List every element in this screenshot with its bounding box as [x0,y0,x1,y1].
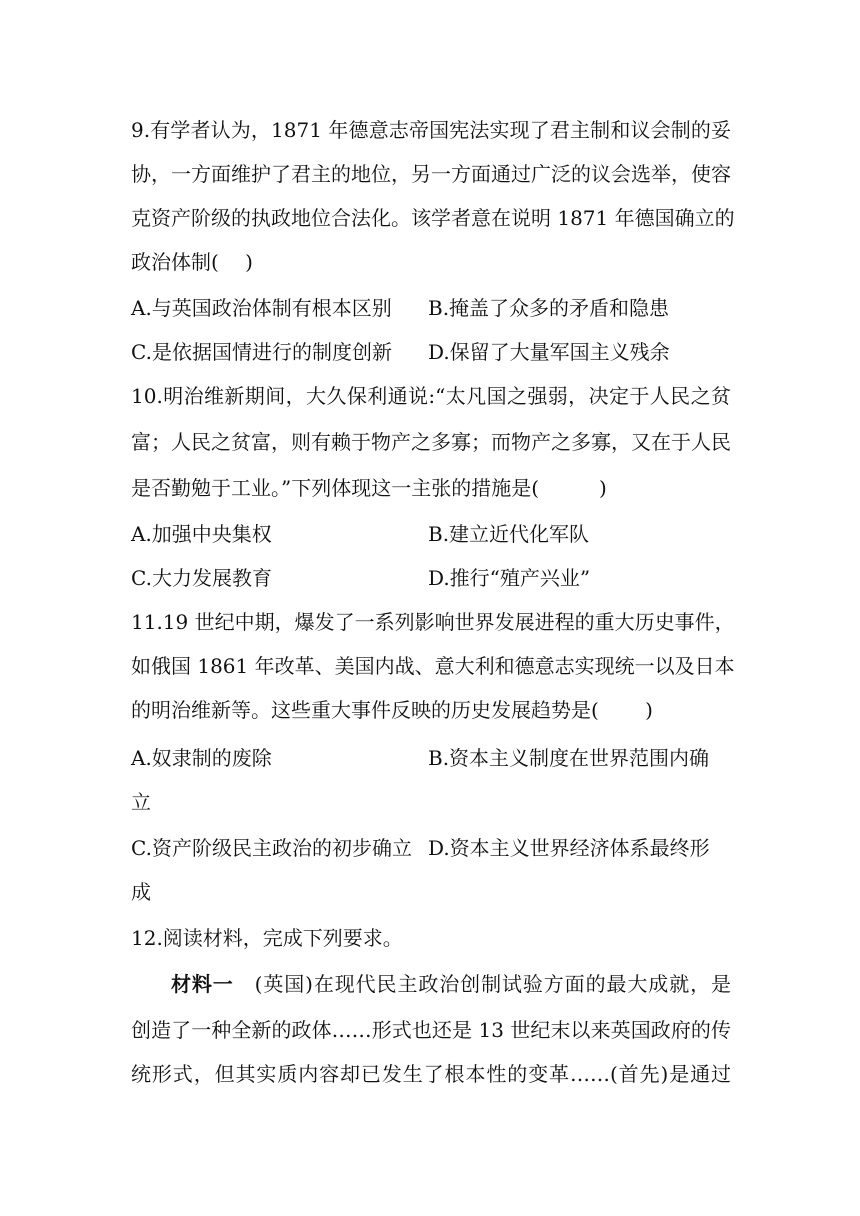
q10-option-d[interactable]: D.推行“殖产兴业” [428,566,591,590]
q10-option-c[interactable]: C.大力发展教育 [131,566,272,590]
q10-stem-line-1: 10.明治维新期间，大久保利通说:“太凡国之强弱，决定于人民之贫 [131,384,731,408]
q9-stem-line-2: 协，一方面维护了君主的地位，另一方面通过广泛的议会选举，使容 [131,162,731,186]
q10-options-row-1 [131,512,731,556]
q11-option-d[interactable]: D.资本主义世界经济体系最终形 [428,836,710,860]
q11-stem-line-2: 如俄国 1861 年改革、美国内战、意大利和德意志实现统一以及日本 [131,654,735,678]
q9-stem-line-3: 克资产阶级的执政地位合法化。该学者意在说明 1871 年德国确立的 [131,206,735,230]
q11-option-a[interactable]: A.奴隶制的废除 [131,746,272,770]
q12-material-text-1: (英国)在现代民主政治创制试验方面的最大成就，是 [233,972,732,996]
q9-option-c[interactable]: C.是依据国情进行的制度创新 [131,340,392,364]
q9-stem-line-4: 政治体制( ) [131,250,253,274]
q10-option-b[interactable]: B.建立近代化军队 [428,522,590,546]
q12-material-line-1 [171,962,731,1006]
q10-stem-line-3: 是否勤勉于工业。”下列体现这一主张的措施是( ) [131,476,607,500]
q10-stem-line-2: 富；人民之贫富，则有赖于物产之多寡；而物产之多寡，又在于人民 [131,430,731,454]
q9-option-a[interactable]: A.与英国政治体制有根本区别 [131,296,392,320]
q9-stem-line-1: 9.有学者认为，1871 年德意志帝国宪法实现了君主制和议会制的妥 [131,118,731,142]
material-label: 材料一 [171,972,234,996]
q9-option-d[interactable]: D.保留了大量军国主义残余 [428,340,670,364]
q9-option-b[interactable]: B.掩盖了众多的矛盾和隐患 [428,296,670,320]
q12-stem: 12.阅读材料，完成下列要求。 [131,926,403,950]
q9-options-row-2 [131,330,731,374]
q9-options-row-1 [131,286,731,330]
q11-option-d-wrap: 成 [131,880,151,904]
q11-option-b-wrap: 立 [131,790,151,814]
q12-material-line-3: 统形式，但其实质内容却已发生了根本性的变革……(首先)是通过 [131,1062,731,1086]
q11-stem-line-3: 的明治维新等。这些重大事件反映的历史发展趋势是( ) [131,698,653,722]
q11-option-c[interactable]: C.资产阶级民主政治的初步确立 [131,836,412,860]
q10-options-row-2 [131,556,731,600]
q12-material-line-2: 创造了一种全新的政体……形式也还是 13 世纪末以来英国政府的传 [131,1018,731,1042]
q11-options-row-1 [131,736,731,780]
q10-option-a[interactable]: A.加强中央集权 [131,522,272,546]
q11-option-b[interactable]: B.资本主义制度在世界范围内确 [428,746,710,770]
q11-options-row-2 [131,826,731,870]
q11-stem-line-1: 11.19 世纪中期，爆发了一系列影响世界发展进程的重大历史事件， [131,610,735,634]
